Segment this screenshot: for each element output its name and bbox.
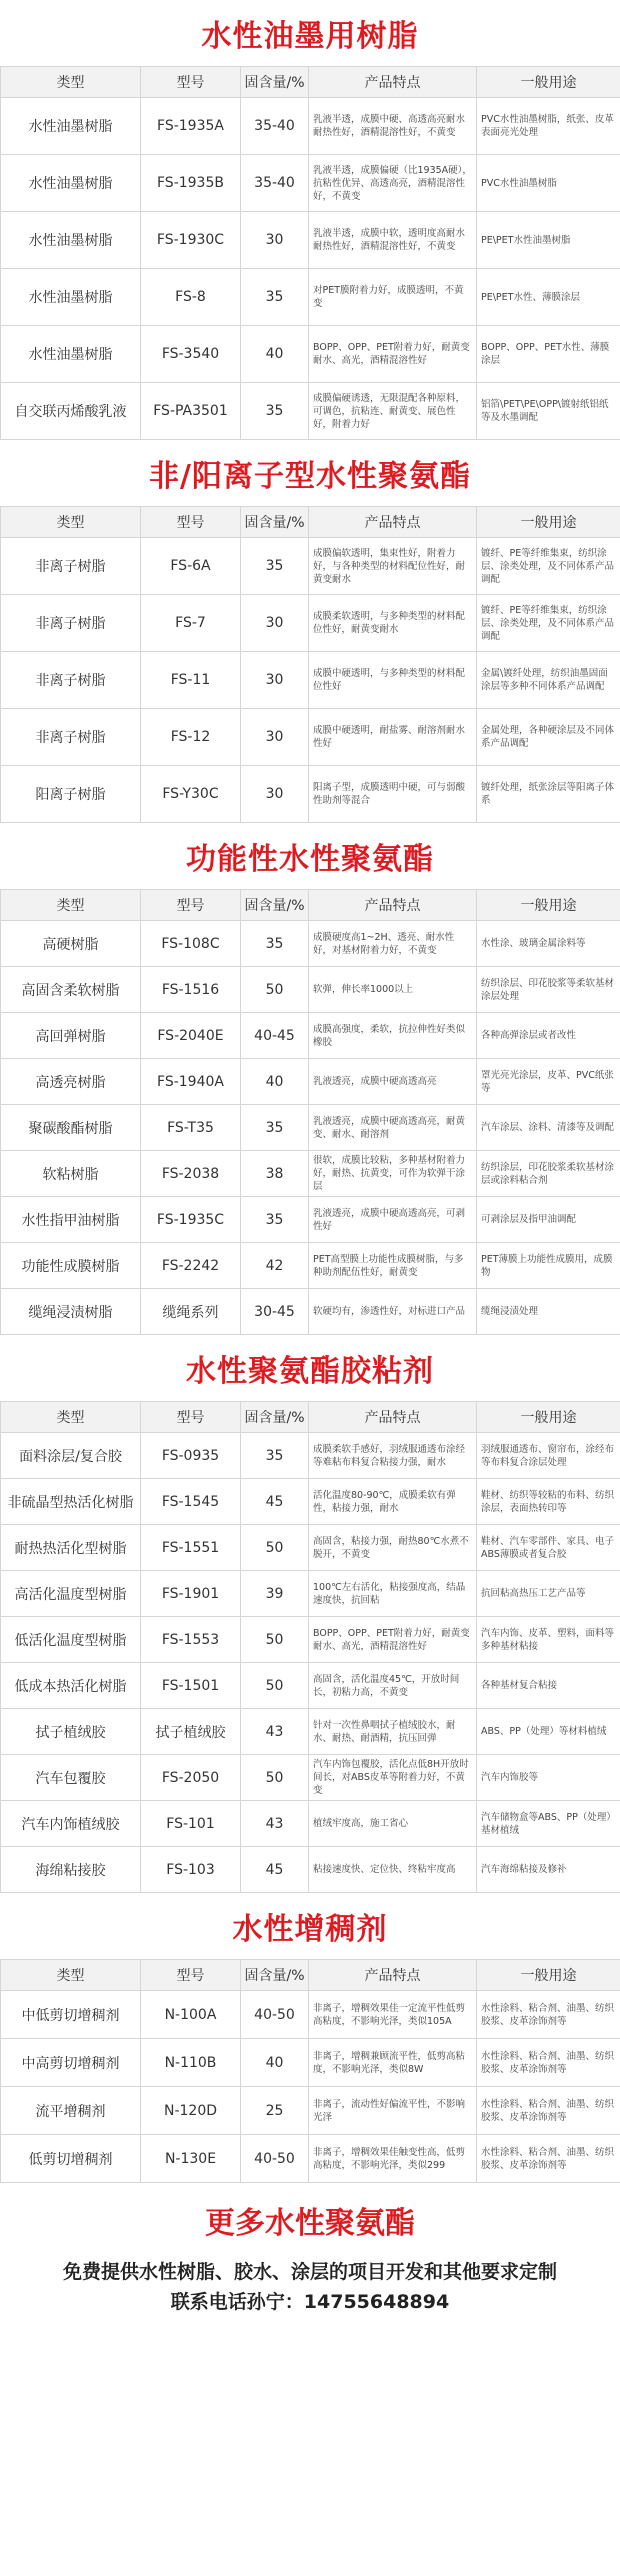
table-row (1, 1013, 620, 1059)
table-header-row (1, 67, 620, 98)
cell-solid-content: 35 (241, 1197, 309, 1243)
footer-offer-text: 免费提供水性树脂、胶水、涂层的项目开发和其他要求定制 (62, 2261, 557, 2283)
cell-type: 非硫晶型热活化树脂 (1, 1479, 141, 1525)
table-header-row (1, 1960, 620, 1991)
product-table (0, 889, 620, 1335)
cell-features: 成膜硬度高1~2H、透亮、耐水性好，对基材附着力好，不黄变 (309, 921, 477, 967)
product-section (0, 1893, 620, 2183)
cell-usage: 纺织涂层、印花胶浆等柔软基材涂层处理 (477, 967, 620, 1013)
column-header-usage: 一般用途 (477, 1960, 620, 1991)
cell-type: 汽车内饰植绒胶 (1, 1801, 141, 1847)
table-row (1, 2087, 620, 2135)
cell-type: 非离子树脂 (1, 652, 141, 709)
cell-usage: 汽车涂层、涂料、清漆等及调配 (477, 1105, 620, 1151)
column-header-type: 类型 (1, 890, 141, 921)
cell-features: 非离子，增稠效果佳触变性高，低剪高粘度，不影响光泽，类似299 (309, 2135, 477, 2183)
cell-model: FS-8 (141, 269, 241, 326)
cell-model: FS-108C (141, 921, 241, 967)
cell-usage: 各种高弹涂层或者改性 (477, 1013, 620, 1059)
table-header-row (1, 507, 620, 538)
cell-type: 汽车包覆胶 (1, 1755, 141, 1801)
cell-type: 阳离子树脂 (1, 766, 141, 823)
product-table (0, 1959, 620, 2183)
table-row (1, 155, 620, 212)
cell-features: BOPP、OPP、PET附着力好，耐黄变耐水、高光，酒精混溶性好 (309, 326, 477, 383)
cell-model: FS-1935C (141, 1197, 241, 1243)
table-row (1, 709, 620, 766)
cell-model: FS-1940A (141, 1059, 241, 1105)
cell-usage: PE\PET水性油墨树脂 (477, 212, 620, 269)
cell-solid-content: 38 (241, 1151, 309, 1197)
cell-model: FS-1935A (141, 98, 241, 155)
cell-features: 软硬均有，渗透性好，对标进口产品 (309, 1289, 477, 1335)
table-row (1, 1243, 620, 1289)
column-header-solid-content: 固含量/% (241, 1960, 309, 1991)
cell-solid-content: 35 (241, 269, 309, 326)
cell-features: 乳液透亮，成膜中硬高透高亮，可剥性好 (309, 1197, 477, 1243)
cell-features: 很软，成膜比较粘，多种基材附着力好，耐热、抗黄变，可作为软弹干涂层 (309, 1151, 477, 1197)
table-row (1, 1059, 620, 1105)
cell-model: FS-1501 (141, 1663, 241, 1709)
cell-usage: 羽绒服通透布、窗帘布，涂经布等布料复合涂层处理 (477, 1433, 620, 1479)
cell-usage: PE\PET水性、薄膜涂层 (477, 269, 620, 326)
cell-usage: 汽车储物盒等ABS、PP（处理）基材植绒 (477, 1801, 620, 1847)
cell-type: 低剪切增稠剂 (1, 2135, 141, 2183)
column-header-features: 产品特点 (309, 890, 477, 921)
cell-usage: 水性涂料、粘合剂、油墨、纺织胶浆、皮革涂饰剂等 (477, 2039, 620, 2087)
table-row (1, 98, 620, 155)
cell-solid-content: 35 (241, 538, 309, 595)
cell-type: 低活化温度型树脂 (1, 1617, 141, 1663)
cell-type: 高透亮树脂 (1, 1059, 141, 1105)
cell-features: BOPP、OPP、PET附着力好，耐黄变耐水、高光，酒精混溶性好 (309, 1617, 477, 1663)
section-title: 水性油墨用树脂 (201, 19, 419, 54)
column-header-type: 类型 (1, 1402, 141, 1433)
table-row (1, 967, 620, 1013)
cell-solid-content: 40-50 (241, 2135, 309, 2183)
table-row (1, 269, 620, 326)
cell-type: 耐热热活化型树脂 (1, 1525, 141, 1571)
cell-model: FS-12 (141, 709, 241, 766)
cell-usage: PVC水性油墨树脂 (477, 155, 620, 212)
cell-usage: 镀纤、PE等纤维集束，纺织涂层、涂类处理，及不同体系产品调配 (477, 595, 620, 652)
table-row (1, 1617, 620, 1663)
cell-type: 水性油墨树脂 (1, 326, 141, 383)
cell-model: FS-103 (141, 1847, 241, 1893)
cell-usage: 各种基材复合粘接 (477, 1663, 620, 1709)
table-row (1, 1433, 620, 1479)
cell-type: 功能性成膜树脂 (1, 1243, 141, 1289)
cell-solid-content: 40 (241, 326, 309, 383)
cell-usage: 罩光亮光涂层，皮革、PVC纸张等 (477, 1059, 620, 1105)
column-header-usage: 一般用途 (477, 1402, 620, 1433)
cell-model: N-130E (141, 2135, 241, 2183)
cell-model: FS-Y30C (141, 766, 241, 823)
cell-features: 非离子，增稠效果佳一定流平性低剪高粘度，不影响光泽，类似105A (309, 1991, 477, 2039)
cell-features: 针对一次性鼻咽拭子植绒胶水，耐水、耐热、耐酒精，抗压回弹 (309, 1709, 477, 1755)
table-row (1, 1479, 620, 1525)
table-row (1, 383, 620, 440)
column-header-features: 产品特点 (309, 1402, 477, 1433)
cell-usage: 鞋材、汽车零部件、家具、电子ABS薄膜或者复合胶 (477, 1525, 620, 1571)
cell-model: FS-1935B (141, 155, 241, 212)
cell-model: FS-3540 (141, 326, 241, 383)
cell-solid-content: 45 (241, 1847, 309, 1893)
table-row (1, 1105, 620, 1151)
table-row (1, 595, 620, 652)
section-title: 功能性水性聚氨酯 (186, 842, 434, 877)
column-header-type: 类型 (1, 1960, 141, 1991)
cell-model: FS-6A (141, 538, 241, 595)
table-row (1, 921, 620, 967)
cell-features: 乳液透亮，成膜中硬高透高亮，耐黄变、耐水、耐溶剂 (309, 1105, 477, 1151)
column-header-usage: 一般用途 (477, 890, 620, 921)
cell-solid-content: 30 (241, 652, 309, 709)
cell-solid-content: 35 (241, 921, 309, 967)
cell-features: 成膜中硬透明，与多种类型的材料配位性好 (309, 652, 477, 709)
cell-model: FS-1551 (141, 1525, 241, 1571)
cell-model: FS-2242 (141, 1243, 241, 1289)
cell-solid-content: 40 (241, 2039, 309, 2087)
cell-usage: 可剥涂层及指甲油调配 (477, 1197, 620, 1243)
cell-solid-content: 30-45 (241, 1289, 309, 1335)
cell-type: 水性油墨树脂 (1, 269, 141, 326)
cell-usage: 纺织涂层，印花胶浆柔软基材涂层或涂料粘合剂 (477, 1151, 620, 1197)
column-header-solid-content: 固含量/% (241, 507, 309, 538)
footer-title: 更多水性聚氨酯 (205, 2206, 415, 2241)
cell-usage: 水性涂料、粘合剂、油墨、纺织胶浆、皮革涂饰剂等 (477, 2135, 620, 2183)
column-header-model: 型号 (141, 67, 241, 98)
cell-usage: 鞋材、纺织等较粘的布料、纺织涂层，表面热转印等 (477, 1479, 620, 1525)
cell-features: 乳液半透，成膜偏硬（比1935A硬），抗粘性优异、高透高亮，酒精混溶性好，不黄变 (309, 155, 477, 212)
table-row (1, 212, 620, 269)
cell-model: FS-PA3501 (141, 383, 241, 440)
column-header-solid-content: 固含量/% (241, 890, 309, 921)
cell-solid-content: 50 (241, 1663, 309, 1709)
cell-solid-content: 30 (241, 212, 309, 269)
cell-type: 非离子树脂 (1, 538, 141, 595)
cell-usage: 汽车内饰、皮革、塑料，面料等多种基材粘接 (477, 1617, 620, 1663)
cell-features: 成膜偏软透明，集束性好，附着力好，与各种类型的材料配位性好，耐黄变耐水 (309, 538, 477, 595)
cell-type: 流平增稠剂 (1, 2087, 141, 2135)
product-section (0, 440, 620, 823)
column-header-model: 型号 (141, 1960, 241, 1991)
cell-solid-content: 30 (241, 595, 309, 652)
cell-usage: 汽车内饰胶等 (477, 1755, 620, 1801)
cell-type: 软粘树脂 (1, 1151, 141, 1197)
cell-model: FS-1545 (141, 1479, 241, 1525)
cell-usage: 水性涂料、粘合剂、油墨、纺织胶浆、皮革涂饰剂等 (477, 1991, 620, 2039)
cell-solid-content: 35-40 (241, 155, 309, 212)
cell-features: 100℃左右活化，粘接强度高，结晶速度快，抗回粘 (309, 1571, 477, 1617)
table-row (1, 1525, 620, 1571)
cell-type: 海绵粘接胶 (1, 1847, 141, 1893)
cell-type: 高固含柔软树脂 (1, 967, 141, 1013)
cell-type: 聚碳酸酯树脂 (1, 1105, 141, 1151)
cell-solid-content: 40-45 (241, 1013, 309, 1059)
cell-type: 高硬树脂 (1, 921, 141, 967)
cell-type: 非离子树脂 (1, 595, 141, 652)
cell-type: 自交联丙烯酸乳液 (1, 383, 141, 440)
cell-model: FS-1930C (141, 212, 241, 269)
cell-model: FS-1553 (141, 1617, 241, 1663)
cell-model: FS-7 (141, 595, 241, 652)
column-header-model: 型号 (141, 507, 241, 538)
cell-features: 汽车内饰包覆胶，活化点低8H开放时间长，对ABS皮革等附着力好，不黄变 (309, 1755, 477, 1801)
column-header-usage: 一般用途 (477, 67, 620, 98)
cell-solid-content: 43 (241, 1801, 309, 1847)
cell-usage: BOPP、OPP、PET水性、薄膜涂层 (477, 326, 620, 383)
section-title: 非/阳离子型水性聚氨酯 (149, 459, 471, 494)
cell-solid-content: 30 (241, 766, 309, 823)
cell-features: 植绒牢度高，施工省心 (309, 1801, 477, 1847)
cell-type: 低成本热活化树脂 (1, 1663, 141, 1709)
cell-features: PET高型膜上功能性成膜树脂，与多种助剂配伍性好，耐黄变 (309, 1243, 477, 1289)
table-header-row (1, 890, 620, 921)
table-row (1, 326, 620, 383)
cell-model: FS-1901 (141, 1571, 241, 1617)
column-header-model: 型号 (141, 890, 241, 921)
product-table (0, 506, 620, 823)
cell-usage: 铝箔\PET\PE\OPP\镀射纸铝纸等及水墨调配 (477, 383, 620, 440)
cell-usage: 金属处理，各种硬涂层及不同体系产品调配 (477, 709, 620, 766)
cell-features: 乳液半透，成膜中软，透明度高耐水耐热性好，酒精混溶性好，不黄变 (309, 212, 477, 269)
cell-usage: 镀纤、PE等纤维集束，纺织涂层、涂类处理，及不同体系产品调配 (477, 538, 620, 595)
cell-features: 软弹，伸长率1000以上 (309, 967, 477, 1013)
product-section (0, 1335, 620, 1893)
cell-solid-content: 42 (241, 1243, 309, 1289)
column-header-features: 产品特点 (309, 1960, 477, 1991)
cell-usage: 缆绳浸渍处理 (477, 1289, 620, 1335)
cell-solid-content: 35 (241, 1433, 309, 1479)
table-row (1, 1571, 620, 1617)
cell-type: 水性油墨树脂 (1, 212, 141, 269)
cell-type: 中低剪切增稠剂 (1, 1991, 141, 2039)
cell-model: N-120D (141, 2087, 241, 2135)
table-row (1, 1991, 620, 2039)
cell-features: 乳液透亮，成膜中硬高透高亮 (309, 1059, 477, 1105)
cell-features: 高固含，活化温度45℃，开放时间长，初粘力高，不黄变 (309, 1663, 477, 1709)
cell-solid-content: 35 (241, 383, 309, 440)
column-header-features: 产品特点 (309, 507, 477, 538)
cell-model: FS-1516 (141, 967, 241, 1013)
cell-features: 粘接速度快、定位快、终粘牢度高 (309, 1847, 477, 1893)
cell-features: 成膜柔软透明，与多种类型的材料配位性好，耐黄变耐水 (309, 595, 477, 652)
section-title: 水性增稠剂 (232, 1912, 388, 1947)
cell-model: FS-101 (141, 1801, 241, 1847)
column-header-usage: 一般用途 (477, 507, 620, 538)
table-row (1, 2135, 620, 2183)
cell-features: 成膜偏硬诱透，无限混配各种原料，可调色，抗粘连、耐黄变、展色性好，附着力好 (309, 383, 477, 440)
cell-features: 对PET膜附着力好，成膜透明，不黄变 (309, 269, 477, 326)
cell-type: 高活化温度型树脂 (1, 1571, 141, 1617)
table-row (1, 766, 620, 823)
table-row (1, 1151, 620, 1197)
cell-type: 面料涂层/复合胶 (1, 1433, 141, 1479)
table-row (1, 1709, 620, 1755)
cell-solid-content: 35 (241, 1105, 309, 1151)
cell-type: 高回弹树脂 (1, 1013, 141, 1059)
footer (0, 2183, 620, 2317)
table-header-row (1, 1402, 620, 1433)
cell-type: 水性油墨树脂 (1, 98, 141, 155)
cell-model: FS-11 (141, 652, 241, 709)
table-row (1, 1755, 620, 1801)
cell-features: 阳离子型，成膜透明中硬，可与弱酸性助剂等混合 (309, 766, 477, 823)
table-row (1, 1801, 620, 1847)
product-table (0, 66, 620, 440)
section-title: 水性聚氨酯胶粘剂 (186, 1354, 434, 1389)
cell-type: 中高剪切增稠剂 (1, 2039, 141, 2087)
cell-features: 活化温度80-90℃，成膜柔软有弹性，粘接力强，耐水 (309, 1479, 477, 1525)
cell-features: 成膜柔软手感好，羽绒服通透布涂经等难粘布料复合粘接力强，耐水 (309, 1433, 477, 1479)
table-row (1, 1289, 620, 1335)
cell-model: N-100A (141, 1991, 241, 2039)
column-header-features: 产品特点 (309, 67, 477, 98)
cell-usage: PVC水性油墨树脂，纸张、皮革表面亮光处理 (477, 98, 620, 155)
table-row (1, 2039, 620, 2087)
cell-features: 非离子，增稠兼顾流平性，低剪高粘度，不影响光泽，类似8W (309, 2039, 477, 2087)
cell-features: 非离子，流动性好偏流平性，不影响光泽 (309, 2087, 477, 2135)
cell-type: 缆绳浸渍树脂 (1, 1289, 141, 1335)
cell-model: FS-2040E (141, 1013, 241, 1059)
column-header-type: 类型 (1, 507, 141, 538)
cell-solid-content: 39 (241, 1571, 309, 1617)
product-section (0, 823, 620, 1335)
cell-solid-content: 30 (241, 709, 309, 766)
cell-usage: ABS、PP（处理）等材料植绒 (477, 1709, 620, 1755)
cell-solid-content: 50 (241, 967, 309, 1013)
cell-usage: 抗回粘高热压工艺产品等 (477, 1571, 620, 1617)
cell-features: 高固含，粘接力强，耐热80℃水煮不脱开，不黄变 (309, 1525, 477, 1571)
table-row (1, 1197, 620, 1243)
cell-type: 非离子树脂 (1, 709, 141, 766)
cell-features: 成膜中硬透明，耐盐雾、耐溶剂耐水性好 (309, 709, 477, 766)
cell-solid-content: 40-50 (241, 1991, 309, 2039)
cell-solid-content: 50 (241, 1617, 309, 1663)
column-header-solid-content: 固含量/% (241, 67, 309, 98)
cell-model: FS-T35 (141, 1105, 241, 1151)
cell-usage: PET薄膜上功能性成膜用，成膜物 (477, 1243, 620, 1289)
cell-solid-content: 50 (241, 1525, 309, 1571)
table-row (1, 1663, 620, 1709)
cell-usage: 汽车海绵粘接及修补 (477, 1847, 620, 1893)
column-header-model: 型号 (141, 1402, 241, 1433)
cell-model: 缆绳系列 (141, 1289, 241, 1335)
cell-usage: 金属\镀纤处理，纺织油墨固面涂层等多种不同体系产品调配 (477, 652, 620, 709)
column-header-type: 类型 (1, 67, 141, 98)
cell-model: FS-2050 (141, 1755, 241, 1801)
table-row (1, 538, 620, 595)
table-row (1, 652, 620, 709)
column-header-solid-content: 固含量/% (241, 1402, 309, 1433)
cell-model: FS-2038 (141, 1151, 241, 1197)
table-row (1, 1847, 620, 1893)
cell-features: 乳液半透，成膜中硬、高透高亮耐水耐热性好，酒精混溶性好，不黄变 (309, 98, 477, 155)
cell-solid-content: 40 (241, 1059, 309, 1105)
cell-solid-content: 50 (241, 1755, 309, 1801)
cell-model: N-110B (141, 2039, 241, 2087)
cell-model: 拭子植绒胶 (141, 1709, 241, 1755)
cell-model: FS-0935 (141, 1433, 241, 1479)
cell-solid-content: 35-40 (241, 98, 309, 155)
cell-usage: 水性涂料、粘合剂、油墨、纺织胶浆、皮革涂饰剂等 (477, 2087, 620, 2135)
footer-contact-text: 联系电话孙宁：14755648894 (170, 2291, 450, 2313)
cell-usage: 镀纤处理，纸张涂层等阳离子体系 (477, 766, 620, 823)
product-table (0, 1401, 620, 1893)
cell-features: 成膜高强度，柔软，抗拉伸性好类似橡胶 (309, 1013, 477, 1059)
cell-type: 拭子植绒胶 (1, 1709, 141, 1755)
cell-solid-content: 43 (241, 1709, 309, 1755)
cell-usage: 水性涂、玻璃金属涂料等 (477, 921, 620, 967)
cell-type: 水性油墨树脂 (1, 155, 141, 212)
product-section (0, 0, 620, 440)
cell-solid-content: 45 (241, 1479, 309, 1525)
cell-type: 水性指甲油树脂 (1, 1197, 141, 1243)
cell-solid-content: 25 (241, 2087, 309, 2135)
